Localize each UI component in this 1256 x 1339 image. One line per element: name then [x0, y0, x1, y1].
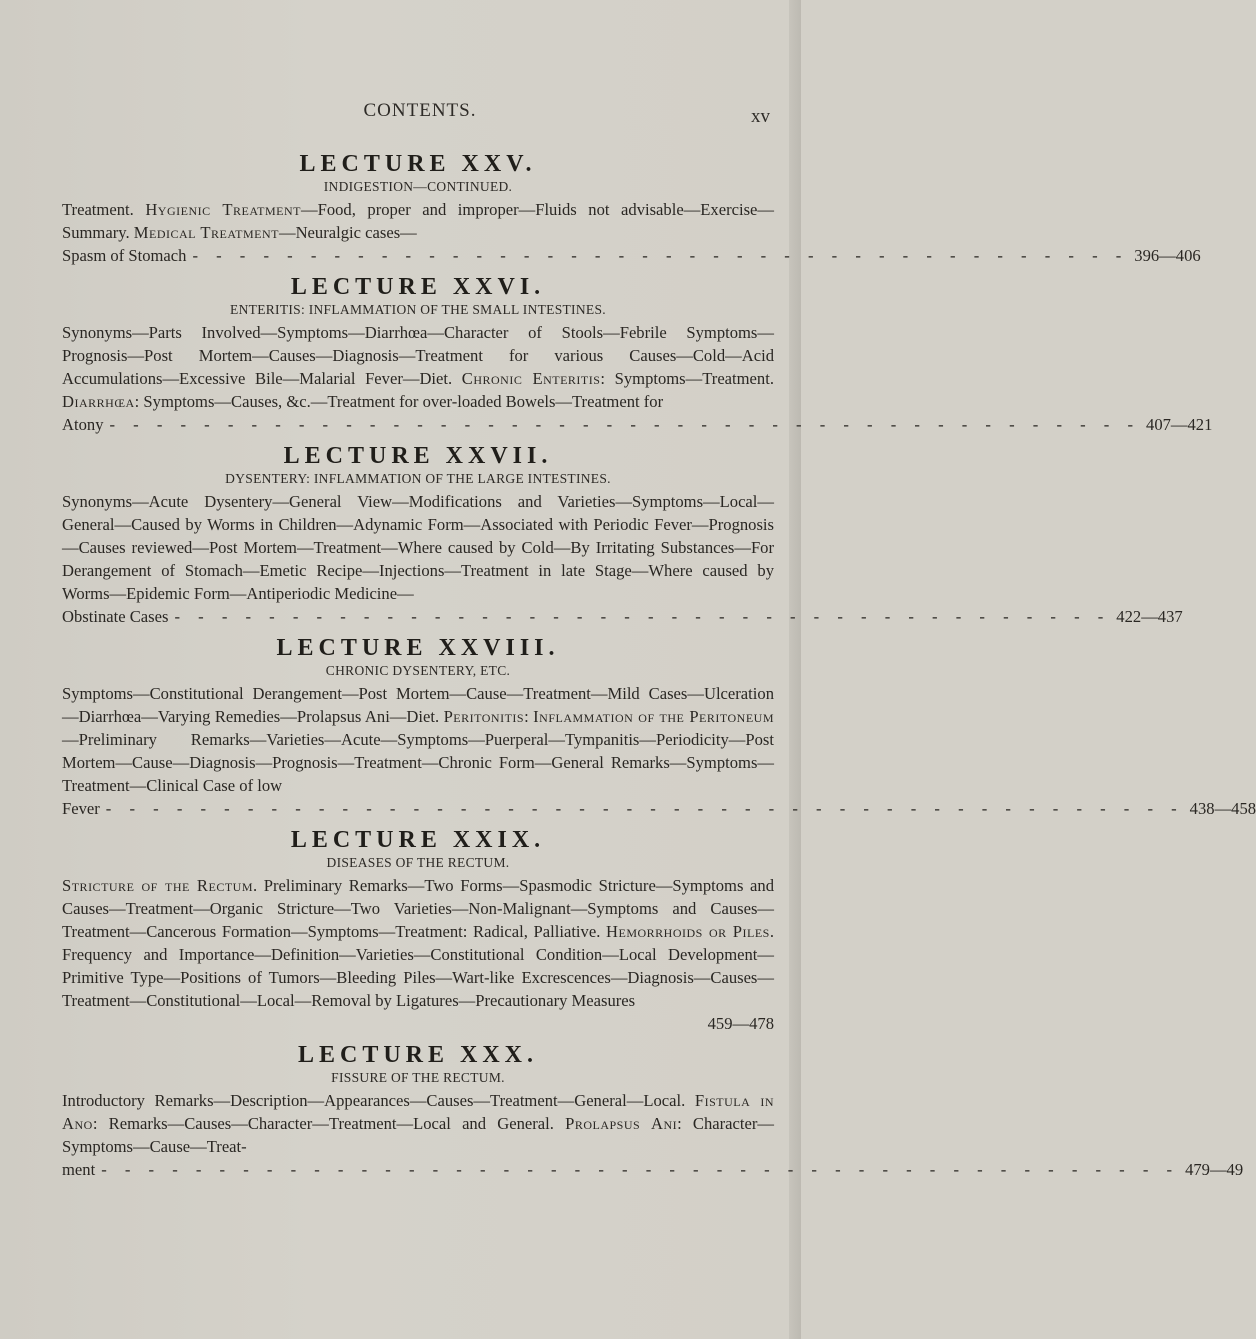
page-edge-shadow — [789, 0, 801, 1339]
summary-section-title: Hemorrhoids or Piles — [606, 922, 770, 941]
dot-leader: - - - - - - - - - - - - - - - - - - - - - - - - - - - - - - - - - - - - - - - - — [192, 246, 1129, 265]
page-range-line — [62, 797, 1256, 820]
summary-text: : Symptoms—Treatment. — [600, 369, 774, 388]
summary-text: Symptoms—Constitutional Derangement—Post Mortem—Cause—Treatment—Mild Cases—Ulceration—Diarrhœa—Varying Remedies—Prolapsus Ani—Diet. — [62, 684, 774, 726]
summary-text: Introductory Remarks—Description—Appearances—Causes—Treatment—General—Local. — [62, 1091, 695, 1110]
summary-text: : Symptoms—Causes, &c.—Treatment for over-loaded Bowels—Treatment for — [134, 392, 664, 411]
summary-section-title: Peritonitis — [443, 707, 525, 726]
summary-section-title: Chronic Enteritis — [461, 369, 601, 388]
dot-leader: - - - - - - - - - - - - - - - - - - - - - - - - - - - - - - - - - - - - - - - - - - - - — [109, 415, 1141, 434]
page-range: 407—421 — [1146, 415, 1213, 434]
summary-last-line: Spasm of Stomach — [62, 246, 187, 265]
lecture-summary — [62, 321, 774, 413]
summary-text: —Preliminary Remarks—Varieties—Acute—Symptoms—Puerperal—Tympanitis—Periodicity—Post Mortem—Cause—Diagnosis—Prognosis—Treatment—Chronic Form—General Remarks—Symptoms—Treatment—Clinical Case of low — [62, 730, 774, 795]
summary-text: Synonyms—Acute Dysentery—General View—Modifications and Varieties—Symptoms—Local—General—Caused by Worms in Children—Adynamic Form—Associated with Periodic Fever—Prognosis—Causes reviewed—Post Mortem—Treatment—Where caused by Cold—By Irritating Substances—For Derangement of Stomach—Emetic Recipe—Injections—Treatment in late Stage—Where caused by Worms—Epidemic Form—Antiperiodic Medicine— — [62, 492, 774, 603]
summary-section-title: Stricture of the Rectum — [62, 876, 254, 895]
lecture-heading: LECTURE XXVIII. — [276, 635, 560, 661]
running-head-page-number: xv — [751, 106, 770, 127]
summary-text: —Neuralgic cases— — [278, 223, 417, 242]
page-range: 396—406 — [1134, 246, 1201, 265]
lecture-subtitle: DYSENTERY: INFLAMMATION OF THE LARGE INTESTINES. — [225, 471, 611, 486]
summary-section-title: Prolapsus Ani — [565, 1114, 678, 1133]
lecture-subtitle: DISEASES OF THE RECTUM. — [326, 855, 510, 870]
summary-text: . Frequency and Importance—Definition—Varieties—Constitutional Condition—Local Development—Primitive Type—Positions of Tumors—Bleeding Piles—Wart-like Excrescences—Diagnosis—Causes—Treatment—Constitutional—Local—Removal by Ligatures—Precautionary Measures — [62, 922, 774, 1010]
lecture-subtitle: INDIGESTION—CONTINUED. — [323, 179, 513, 194]
lecture-subtitle: FISSURE OF THE RECTUM. — [331, 1070, 505, 1085]
lecture-heading: LECTURE XXIX. — [290, 827, 546, 853]
lecture-summary — [62, 490, 774, 605]
page-range-line — [62, 413, 1213, 436]
summary-section-title: Inflammation of the Peritoneum — [533, 707, 774, 726]
contents-list — [62, 150, 1256, 1187]
summary-text: : — [524, 707, 534, 726]
summary-section-title: Diarrhœa — [62, 392, 135, 411]
running-head — [70, 92, 770, 132]
summary-section-title: Hygienic Treatment — [145, 200, 302, 219]
summary-section-title: Medical Treatment — [133, 223, 279, 242]
lecture-25 — [62, 150, 1201, 267]
dot-leader: - - - - - - - - - - - - - - - - - - - - - - - - - - - - - - - - - - - - - - - - — [174, 607, 1111, 626]
lecture-summary — [62, 682, 774, 797]
summary-section-title: Fistula in Ano — [62, 1091, 774, 1133]
page-range: 459—478 — [707, 1014, 774, 1033]
lecture-summary — [62, 874, 774, 1012]
summary-text: Synonyms—Parts Involved—Symptoms—Diarrhœa—Character of Stools—Febrile Symptoms—Prognosis—Post Mortem—Causes—Diagnosis—Treatment for various Causes—Cold—Acid Accumulations—Excessive Bile—Malarial Fever—Diet. — [62, 323, 774, 388]
summary-text: : Remarks—Causes—Character—Treatment—Local and General. — [92, 1114, 566, 1133]
page-range-line — [62, 1158, 1244, 1181]
lecture-30 — [62, 1041, 1244, 1181]
lecture-heading: LECTURE XXVI. — [290, 274, 546, 300]
lecture-28 — [62, 634, 1256, 820]
dot-leader: - - - - - - - - - - - - - - - - - - - - - - - - - - - - - - - - - - - - - - - - - - - - - - — [105, 799, 1184, 818]
lecture-heading: LECTURE XXX. — [297, 1042, 539, 1068]
page-range: 422—437 — [1116, 607, 1183, 626]
summary-text: : Character—Symptoms—Cause—Treat- — [62, 1114, 774, 1156]
running-head-title: CONTENTS. — [363, 100, 477, 121]
summary-last-line: Atony — [62, 415, 104, 434]
lecture-summary — [62, 1089, 774, 1158]
dot-leader: - - - - - - - - - - - - - - - - - - - - - - - - - - - - - - - - - - - - - - - - - - - - - - — [101, 1160, 1180, 1179]
summary-text: —Food, proper and improper—Fluids not advisable—Exercise—Summary. — [62, 200, 775, 242]
lecture-27 — [62, 442, 1183, 628]
lecture-heading: LECTURE XXV. — [299, 151, 537, 177]
summary-last-line: ment — [62, 1160, 96, 1179]
lecture-subtitle: CHRONIC DYSENTERY, ETC. — [325, 663, 511, 678]
summary-text: . Preliminary Remarks—Two Forms—Spasmodic Stricture—Symptoms and Causes—Treatment—Organic Stricture—Two Varieties—Non-Malignant—Symptoms and Causes—Treatment—Cancerous Formation—Symptoms—Treatment: Radical, Palliative. — [62, 876, 774, 941]
summary-last-line: Obstinate Cases — [62, 607, 169, 626]
page-range: 479—49 — [1185, 1160, 1244, 1179]
lecture-summary — [62, 198, 774, 244]
page-range: 438—458 — [1189, 799, 1256, 818]
summary-last-line: Fever — [62, 799, 100, 818]
page-range-line — [62, 605, 1183, 628]
lecture-heading: LECTURE XXVII. — [283, 443, 553, 469]
lecture-29 — [62, 826, 774, 1035]
page-range-line — [62, 244, 1201, 267]
summary-text: Treatment. — [62, 200, 146, 219]
lecture-26 — [62, 273, 1213, 436]
lecture-subtitle: ENTERITIS: INFLAMMATION OF THE SMALL INTESTINES. — [230, 302, 606, 317]
